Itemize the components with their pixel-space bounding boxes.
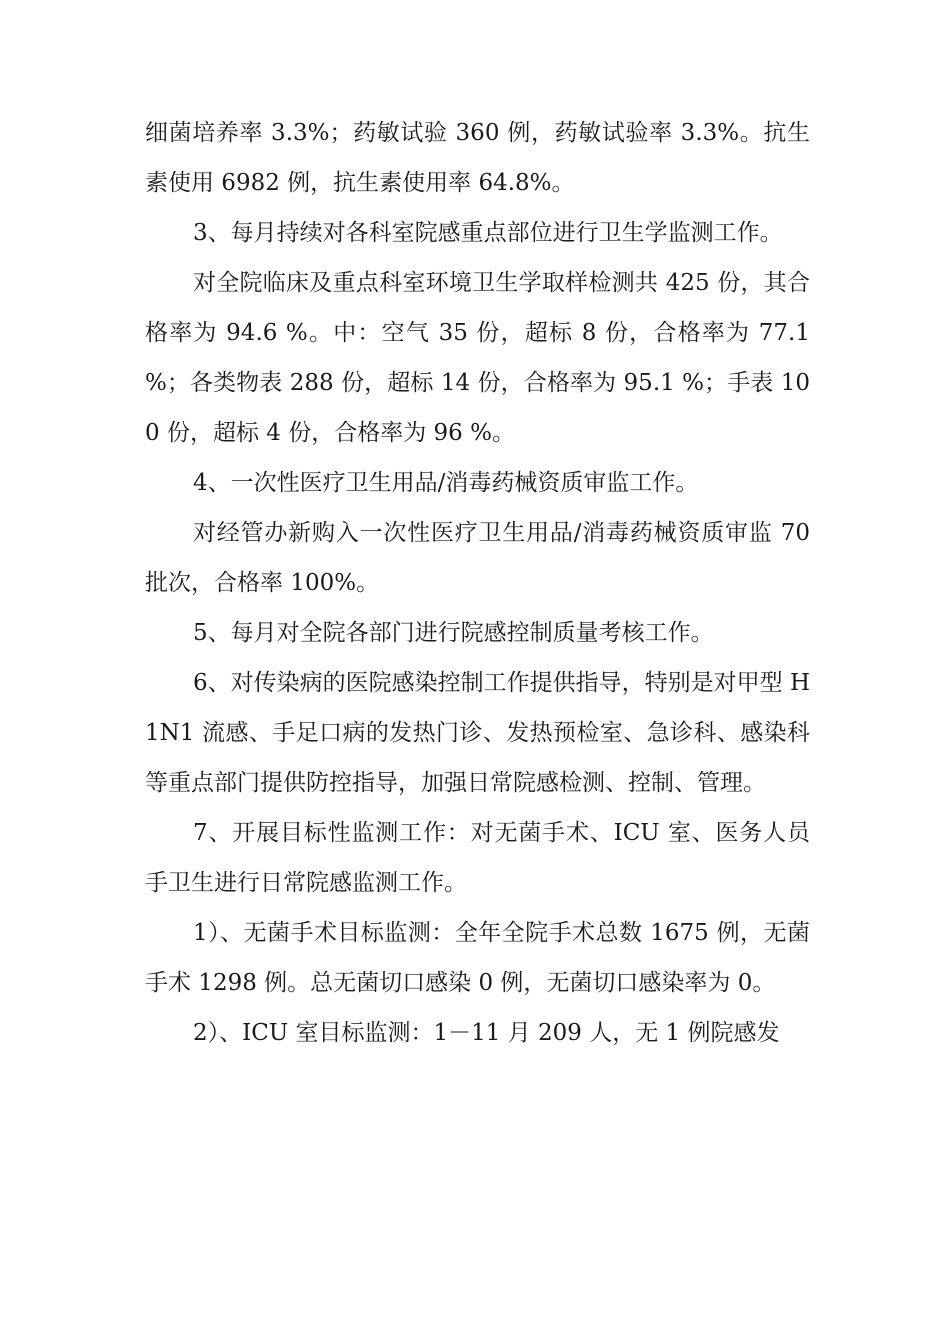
- paragraph-item-3-hygiene-monitoring: 3、每月持续对各科室院感重点部位进行卫生学监测工作。: [193, 220, 783, 246]
- paragraph-item-7-targeted-monitoring: 7、开展目标性监测工作：对无菌手术、ICU 室、医务人员手卫生进行日常院感监测工作。: [145, 820, 810, 896]
- document-page: [145, 108, 810, 1058]
- paragraph-procurement-review: 对经管办新购入一次性医疗卫生用品/消毒药械资质审监 70 批次，合格率 100%。: [145, 520, 810, 596]
- paragraph-sampling-results: 对全院临床及重点科室环境卫生学取样检测共 425 份，其合格率为 94.6 %。中：空气 35 份，超标 8 份，合格率为 77.1 %；各类物表 288 份，超标 14 份，合格率为 95.1 %；手表 100 份，超标 4 份，合格率为 96 %。: [145, 270, 810, 446]
- paragraph-bacterial-culture-rate: 细菌培养率 3.3%；药敏试验 360 例，药敏试验率 3.3%。抗生素使用 6982 例，抗生素使用率 64.8%。: [145, 120, 810, 196]
- paragraph-item-5-quality-assessment: 5、每月对全院各部门进行院感控制质量考核工作。: [193, 620, 714, 646]
- paragraph-sterile-surgery-monitoring: 1）、无菌手术目标监测：全年全院手术总数 1675 例，无菌手术 1298 例。总无菌切口感染 0 例，无菌切口感染率为 0。: [145, 920, 810, 996]
- paragraph-item-6-infection-control-guidance: 6、对传染病的医院感染控制工作提供指导，特别是对甲型 H1N1 流感、手足口病的发热门诊、发热预检室、急诊科、感染科等重点部门提供防控指导，加强日常院感检测、控制、管理。: [145, 670, 811, 796]
- paragraph-item-4-qualification-review: 4、一次性医疗卫生用品/消毒药械资质审监工作。: [193, 470, 699, 496]
- paragraph-icu-monitoring: 2）、ICU 室目标监测：1－11 月 209 人，无 1 例院感发: [193, 1020, 780, 1046]
